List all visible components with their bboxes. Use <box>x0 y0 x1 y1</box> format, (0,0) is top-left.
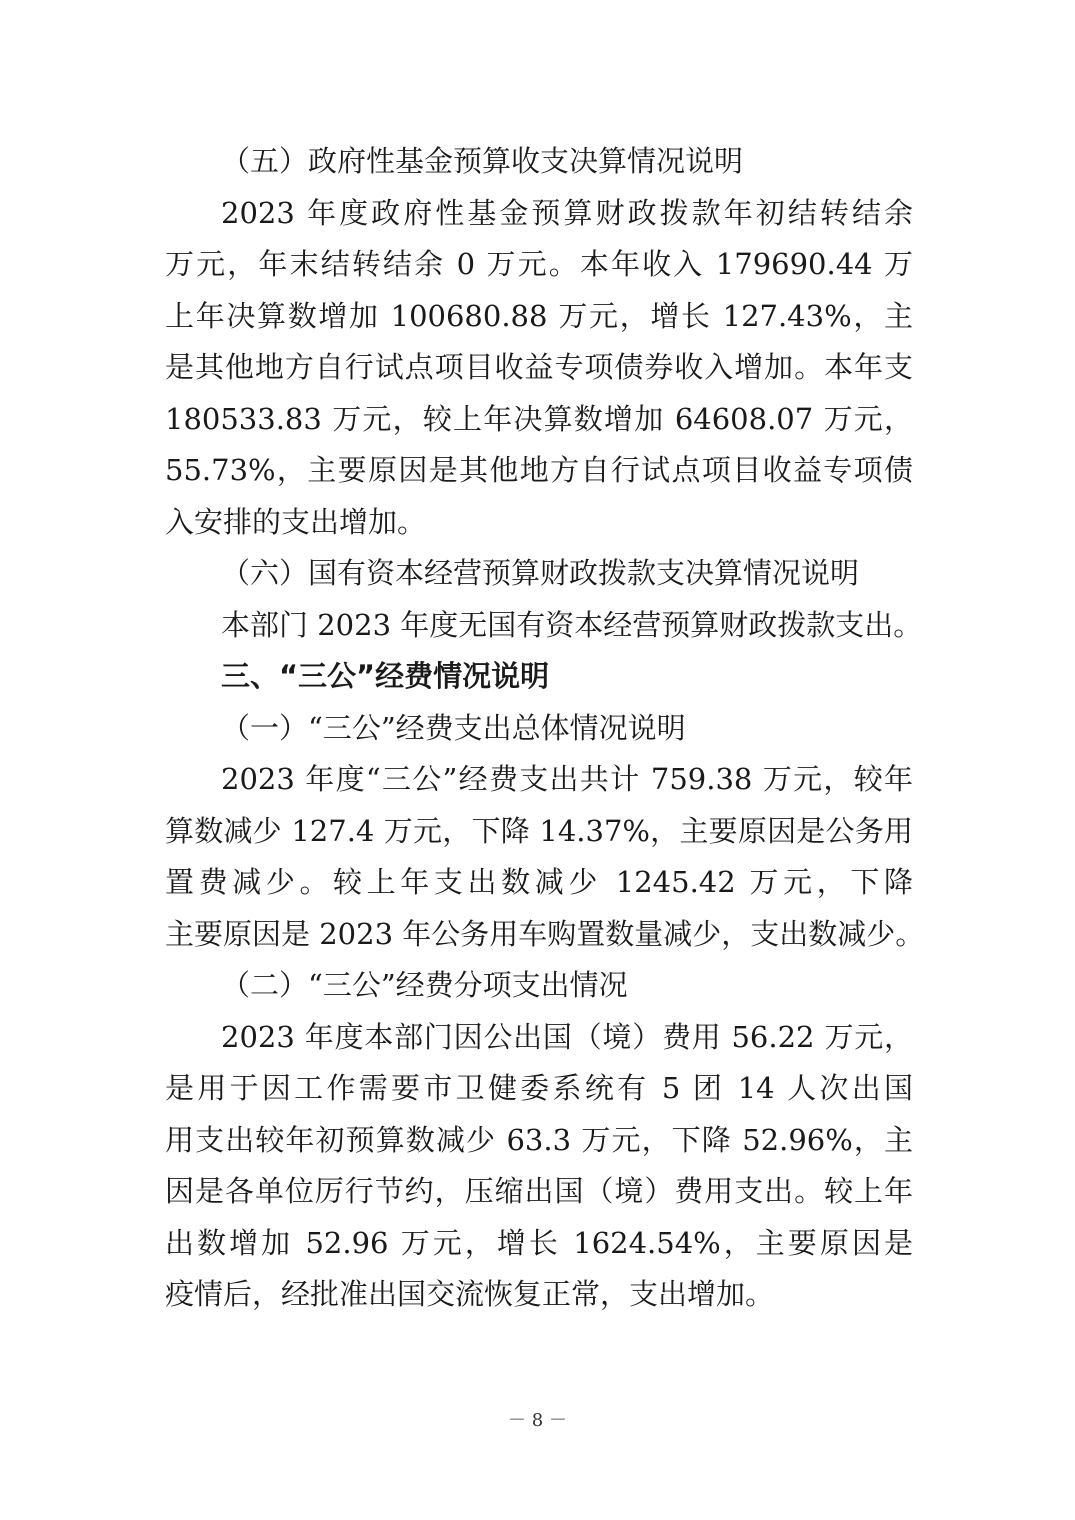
sub-heading-itemized: （二）“三公”经费分项支出情况 <box>221 968 628 1002</box>
document-body <box>165 136 925 1321</box>
paragraph-line: 算数减少 127.4 万元，下降 14.37%，主要原因是公务用 <box>165 813 913 848</box>
section-heading-government-fund: （五）政府性基金预算收支决算情况说明 <box>221 144 744 178</box>
part-heading-three-public: 三、“三公”经费情况说明 <box>221 659 550 693</box>
paragraph-line: 出数增加 52.96 万元，增长 1624.54%，主要原因是 <box>165 1225 913 1260</box>
paragraph-line: 2023 年度本部门因公出国（境）费用 56.22 万元， <box>221 1019 913 1054</box>
paragraph-line: 疫情后，经批准出国交流恢复正常，支出增加。 <box>165 1277 775 1311</box>
page-number: － 8 － <box>508 1410 567 1431</box>
paragraph-line: 主要原因是 2023 年公务用车购置数量减少，支出数减少。 <box>165 916 925 951</box>
paragraph-line: 是用于因工作需要市卫健委系统有 5 团 14 人次出国 <box>165 1071 913 1105</box>
paragraph-line: 因是各单位厉行节约，压缩出国（境）费用支出。较上年 <box>165 1174 913 1208</box>
paragraph-line: 上年决算数增加 100680.88 万元，增长 127.43%，主 <box>165 298 913 333</box>
paragraph-line: 是其他地方自行试点项目收益专项债券收入增加。本年支 <box>165 350 913 384</box>
paragraph-line: 2023 年度政府性基金预算财政拨款年初结转结余 <box>221 195 913 230</box>
paragraph-line: 本部门 2023 年度无国有资本经营预算财政拨款支出。 <box>221 607 923 642</box>
paragraph-line: 入安排的支出增加。 <box>165 504 427 539</box>
paragraph-line: 万元，年末结转结余 0 万元。本年收入 179690.44 万 <box>165 247 913 281</box>
sub-heading-overall: （一）“三公”经费支出总体情况说明 <box>221 710 686 745</box>
section-heading-state-capital: （六）国有资本经营预算财政拨款支决算情况说明 <box>221 556 860 590</box>
paragraph-line: 55.73%，主要原因是其他地方自行试点项目收益专项债 <box>165 453 913 487</box>
paragraph-line: 180533.83 万元，较上年决算数增加 64608.07 万元， <box>165 401 913 436</box>
paragraph-line: 用支出较年初预算数减少 63.3 万元，下降 52.96%，主 <box>165 1122 913 1157</box>
paragraph-line: 2023 年度“三公”经费支出共计 759.38 万元，较年 <box>221 762 913 796</box>
paragraph-line: 置费减少。较上年支出数减少 1245.42 万元，下降 <box>165 865 913 899</box>
